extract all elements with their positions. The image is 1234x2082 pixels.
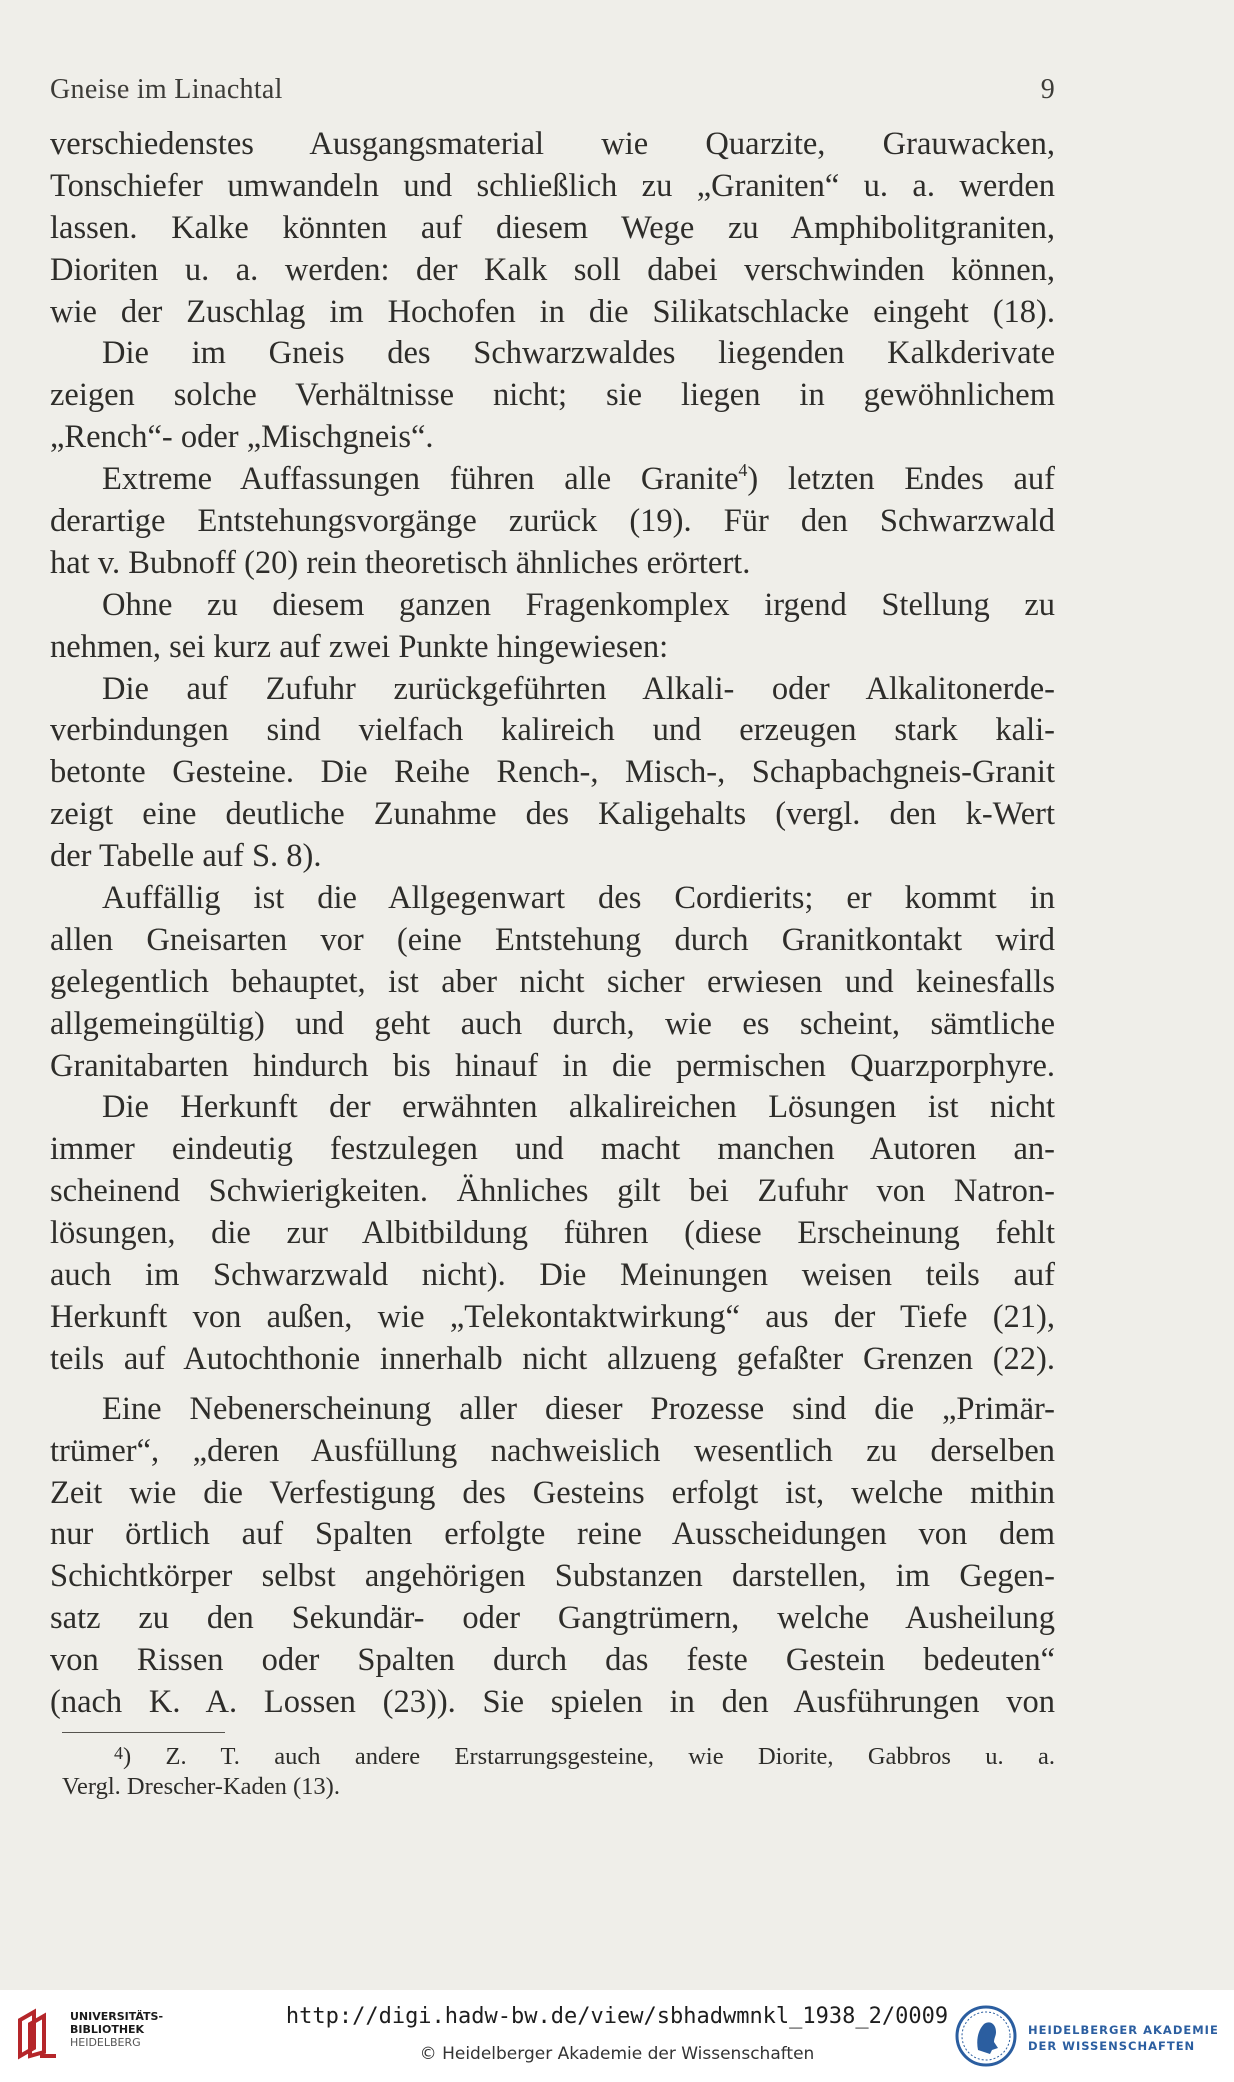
text-line-content: auch im Schwarzwald nicht). Die Meinungen weisen teils auf bbox=[50, 1257, 1055, 1294]
text-line-content: teils auf Autochthonie innerhalb nicht allzueng gefaßter Grenzen (22). bbox=[50, 1340, 1055, 1377]
text-line bbox=[50, 1431, 1055, 1473]
text-line-content: lassen. Kalke könnten auf diesem Wege zu Amphibolitgraniten, bbox=[50, 209, 1055, 246]
text-line bbox=[50, 1598, 1055, 1640]
text-line bbox=[50, 1004, 1055, 1046]
text-line-content: ) letzten Endes auf bbox=[747, 461, 1055, 498]
text-line-content: derartige Entstehungsvorgänge zurück (19). Für den Schwarzwald bbox=[50, 503, 1055, 540]
text-line bbox=[50, 1389, 1055, 1431]
text-line bbox=[50, 710, 1055, 752]
text-line-content: verschiedenstes Ausgangsmaterial wie Quarzite, Grauwacken, bbox=[50, 126, 1055, 162]
text-line-content: hat v. Bubnoff (20) rein theoretisch ähnliches erörtert. bbox=[50, 544, 751, 581]
text-line bbox=[50, 459, 1055, 501]
text-line bbox=[50, 794, 1055, 836]
text-line bbox=[50, 1297, 1055, 1339]
text-line-content: Zeit wie die Verfestigung des Gesteins erfolgt ist, welche mithin bbox=[50, 1474, 1055, 1511]
text-line bbox=[50, 1339, 1055, 1381]
text-line-content: allen Gneisarten vor (eine Entstehung durch Granitkontakt wird bbox=[50, 921, 1055, 958]
footnote-marker[interactable]: 4 bbox=[738, 460, 748, 481]
text-line-content: betonte Gesteine. Die Reihe Rench-, Misch-, Schapbachgneis-Granit bbox=[50, 754, 1055, 791]
text-line bbox=[50, 1046, 1055, 1088]
running-header bbox=[50, 74, 1055, 114]
text-line bbox=[50, 292, 1055, 334]
footnote-line-content: Vergl. Drescher-Kaden (13). bbox=[62, 1773, 340, 1800]
footnote-number: 4 bbox=[114, 1743, 123, 1763]
text-line-content: Ohne zu diesem ganzen Fragenkomplex irgend Stellung zu bbox=[102, 586, 1055, 623]
text-line-content: wie der Zuschlag im Hochofen in die Silikatschlacke eingeht (18). bbox=[50, 293, 1055, 330]
text-line bbox=[50, 1682, 1055, 1724]
text-line bbox=[50, 1556, 1055, 1598]
body-text bbox=[50, 124, 1055, 1724]
footnote-line bbox=[62, 1742, 1055, 1772]
text-line-content: allgemeingültig) und geht auch durch, wie es scheint, sämtliche bbox=[50, 1005, 1055, 1042]
text-line bbox=[50, 1087, 1055, 1129]
text-line bbox=[50, 1171, 1055, 1213]
text-line-content: Extreme Auffassungen führen alle Granite bbox=[102, 461, 739, 498]
text-line-content: satz zu den Sekundär- oder Gangtrümern, welche Ausheilung bbox=[50, 1600, 1055, 1637]
text-line-content: Die Herkunft der erwähnten alkalireichen Lösungen ist nicht bbox=[102, 1089, 1055, 1126]
text-line bbox=[50, 543, 1055, 585]
text-line-content: der Tabelle auf S. 8). bbox=[50, 838, 322, 875]
text-line bbox=[50, 417, 1055, 459]
footnote-line-content: ) Z. T. auch andere Erstarrungsgesteine, wie Diorite, Gabbros u. a. bbox=[123, 1743, 1055, 1770]
text-line-content: Schichtkörper selbst angehörigen Substanzen darstellen, im Gegen- bbox=[50, 1558, 1055, 1595]
text-line bbox=[50, 836, 1055, 878]
text-line-content: Die auf Zufuhr zurückgeführten Alkali- oder Alkalitonerde- bbox=[102, 670, 1055, 707]
text-line-content: verbindungen sind vielfach kalireich und erzeugen stark kali- bbox=[50, 712, 1055, 749]
digitization-footer bbox=[0, 1990, 1234, 2082]
text-line-content: Herkunft von außen, wie „Telekontaktwirkung“ aus der Tiefe (21), bbox=[50, 1298, 1055, 1335]
academy-label bbox=[1028, 2022, 1219, 2054]
text-line bbox=[50, 1213, 1055, 1255]
text-line-content: Tonschiefer umwandeln und schließlich zu „Graniten“ u. a. werden bbox=[50, 167, 1055, 204]
text-line bbox=[50, 627, 1055, 669]
footnote bbox=[62, 1742, 1055, 1802]
text-line-content: gelegentlich behauptet, ist aber nicht sicher erwiesen und keinesfalls bbox=[50, 963, 1055, 1000]
text-line bbox=[50, 1473, 1055, 1515]
text-line-content: Dioriten u. a. werden: der Kalk soll dabei verschwinden können, bbox=[50, 251, 1055, 288]
text-line bbox=[50, 1514, 1055, 1556]
text-line-content: Die im Gneis des Schwarzwaldes liegenden Kalkderivate bbox=[102, 335, 1055, 372]
academy-label-line: HEIDELBERGER AKADEMIE bbox=[1028, 2023, 1219, 2037]
footnote-rule bbox=[62, 1732, 225, 1733]
text-line bbox=[50, 878, 1055, 920]
text-line bbox=[50, 1129, 1055, 1171]
university-library-label-line: HEIDELBERG bbox=[70, 2036, 141, 2049]
text-line bbox=[50, 166, 1055, 208]
text-line bbox=[50, 333, 1055, 375]
text-line-content: (nach K. A. Lossen (23)). Sie spielen in den Ausführungen von bbox=[50, 1683, 1055, 1720]
copyright-notice: © Heidelberger Akademie der Wissenschaften bbox=[419, 2044, 815, 2064]
academy-logo[interactable] bbox=[954, 2004, 1224, 2068]
permalink-url[interactable]: http://digi.hadw-bw.de/view/sbhadwmnkl_1938_2/0009 bbox=[285, 2004, 949, 2029]
running-title: Gneise im Linachtal bbox=[50, 74, 283, 105]
text-line bbox=[50, 208, 1055, 250]
text-line-content: scheinend Schwierigkeiten. Ähnliches gilt bei Zufuhr von Natron- bbox=[50, 1173, 1055, 1210]
text-line-content: nur örtlich auf Spalten erfolgte reine Ausscheidungen von dem bbox=[50, 1516, 1055, 1553]
university-library-label-line: BIBLIOTHEK bbox=[70, 2023, 145, 2036]
text-line-content: zeigen solche Verhältnisse nicht; sie liegen in gewöhnlichem bbox=[50, 377, 1055, 414]
text-line-content: „Rench“- oder „Mischgneis“. bbox=[50, 419, 434, 456]
academy-portrait-seal-icon bbox=[954, 2004, 1018, 2068]
text-line bbox=[50, 585, 1055, 627]
text-line-content: trümer“, „deren Ausfüllung nachweislich wesentlich zu derselben bbox=[50, 1432, 1055, 1469]
text-line-content: lösungen, die zur Albitbildung führen (diese Erscheinung fehlt bbox=[50, 1215, 1055, 1252]
footnote-line bbox=[62, 1772, 1055, 1802]
page-number: 9 bbox=[1040, 74, 1055, 105]
text-line-content: Granitabarten hindurch bis hinauf in die permischen Quarzporphyre. bbox=[50, 1047, 1055, 1084]
text-line-content: nehmen, sei kurz auf zwei Punkte hingewiesen: bbox=[50, 628, 669, 665]
text-line bbox=[50, 920, 1055, 962]
text-line bbox=[50, 752, 1055, 794]
text-line bbox=[50, 962, 1055, 1004]
text-line bbox=[50, 1640, 1055, 1682]
text-line bbox=[50, 669, 1055, 711]
text-line bbox=[50, 1255, 1055, 1297]
text-line bbox=[50, 124, 1055, 166]
university-library-label-line: UNIVERSITÄTS- bbox=[70, 2010, 164, 2023]
text-line-content: Auffällig ist die Allgegenwart des Cordierits; er kommt in bbox=[102, 880, 1055, 917]
text-line bbox=[50, 250, 1055, 292]
academy-label-line: DER WISSENSCHAFTEN bbox=[1028, 2039, 1196, 2053]
text-line bbox=[50, 501, 1055, 543]
text-line-content: von Rissen oder Spalten durch das feste Gestein bedeuten“ bbox=[50, 1642, 1055, 1679]
text-line-content: immer eindeutig festzulegen und macht manchen Autoren an- bbox=[50, 1131, 1055, 1168]
text-line-content: Eine Nebenerscheinung aller dieser Prozesse sind die „Primär- bbox=[102, 1390, 1055, 1427]
text-line bbox=[50, 375, 1055, 417]
text-line-content: zeigt eine deutliche Zunahme des Kaligehalts (vergl. den k-Wert bbox=[50, 796, 1055, 833]
